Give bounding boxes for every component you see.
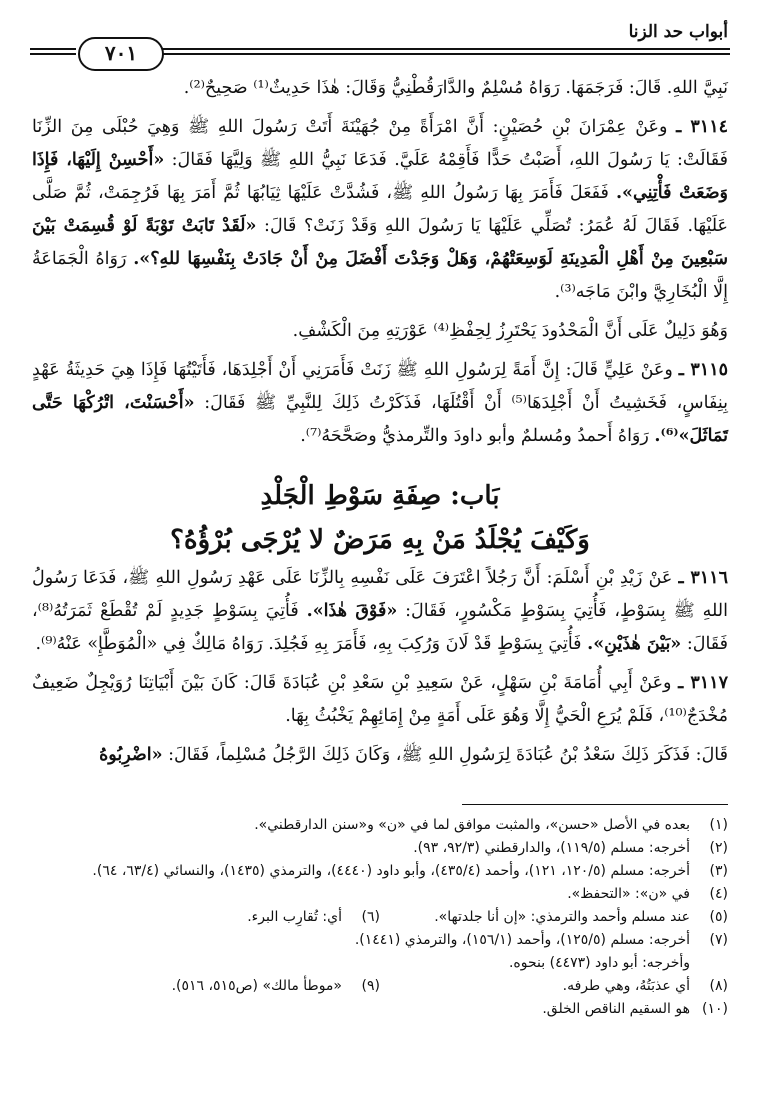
footnote [32, 975, 380, 998]
text: وعَنْ عِمْرَانَ بْنِ حُصَيْنٍ: أَنَّ امْرَأَةً مِنْ جُهَيْنَةَ أَتَتْ رَسُولَ اللهِ ﷺ وَهِيَ حُبْلَى مِنَ الزِّنَا فَقَالَتْ: يَا رَسُولَ اللهِ، أَصَبْتُ حَدًّا فَأَقِمْهُ عَلَيَّ. فَدَعَا نَبِيُّ اللهِ ﷺ وَلِيَّهَا فَقَالَ: [32, 117, 728, 170]
footnote-number: (٣) [709, 863, 728, 879]
paragraph [32, 739, 728, 772]
footnote-number: (٧) [709, 932, 728, 948]
running-head: أبواب حد الزنا [628, 22, 728, 42]
footnote-number: (١٠) [702, 1001, 728, 1017]
footnote-text: بعده في الأصل «حسن»، والمثبت موافق لما في «ن» و«سنن الدارقطني». [254, 817, 690, 833]
footnote-separator [462, 804, 728, 805]
footnote-text: أي عذبَتُهُ، وهي طرفه. [562, 978, 690, 994]
footnote [32, 952, 728, 975]
footnote [380, 975, 728, 998]
footnote [32, 998, 728, 1021]
text: قَالَ: فَذَكَرَ ذَلِكَ سَعْدُ بْنُ عُبَادَةَ لِرَسُولِ اللهِ ﷺ، وَكَانَ ذَلِكَ الرَّجُلُ مُسْلِماً، فَقَالَ: [168, 745, 728, 765]
text: فَأُتِيَ بِسَوْطٍ جَدِيدٍ لَمْ تُقْطَعْ ثَمَرَتُهُ⁽⁸⁾، فَقَالَ: [32, 601, 728, 654]
footnote-number: (٤) [709, 886, 728, 902]
footnote-number: (٥) [709, 909, 728, 925]
text: وعَنْ أَبِي أُمَامَةَ بْنِ سَهْلٍ، عَنْ سَعِيدِ بْنِ سَعْدِ بْنِ عُبَادَةَ قَالَ: كَانَ بَيْنَ أَبْيَاتِنَا رُوَيْجِلٌ ضَعِيفٌ مُخْدَجٌ⁽¹⁰⁾، فَلَمْ يُرَعِ الْحَيُّ إِلَّا وَهُوَ عَلَى أَمَةٍ مِنْ إِمَائِهِمْ يَخْبُثُ بِهَا. [32, 673, 728, 726]
prophetic-quote: «لَقَدْ تَابَتْ تَوْبَةً لَوْ قُسِمَتْ بَيْنَ سَبْعِينَ مِنْ أَهْلِ الْمَدِينَةِ لَوَسِعَتْهُمْ، وَهَلْ وَجَدْتَ أَفْضَلَ مِنْ أَنْ جَادَتْ بِنَفْسِهَا للهِ؟». [32, 216, 728, 269]
text: عَنْ زَيْدِ بْنِ أَسْلَمَ: أَنَّ رَجُلاً اعْتَرَفَ عَلَى نَفْسِهِ بِالزِّنَا عَلَى عَهْدِ رَسُولِ اللهِ ﷺ، فَدَعَا رَسُولُ اللهِ ﷺ بِسَوْطٍ، فَأُتِيَ بِسَوْطٍ مَكْسُورٍ، فَقَالَ: [32, 568, 728, 621]
prophetic-quote: «اضْرِبُوهُ [99, 745, 163, 765]
header-rule [162, 53, 730, 55]
chapter-title: بَاب: صِفَةِ سَوْطِ الْجَلْدِ [260, 481, 500, 511]
footnote [32, 814, 728, 837]
footnotes [32, 814, 728, 1021]
footnote [32, 883, 728, 906]
footnote [32, 929, 728, 952]
hadith-3117 [32, 667, 728, 733]
hadith-3114 [32, 111, 728, 309]
main-text-continued [32, 562, 728, 778]
footnote-text: هو السقيم الناقص الخلق. [542, 1001, 690, 1017]
footnote-number: (٩) [361, 978, 380, 994]
header-rule [162, 48, 730, 50]
footnote-number: (٢) [709, 840, 728, 856]
hadith-3116 [32, 562, 728, 661]
footnote-text: وأخرجه: أبو داود (٤٤٧٣) بنحوه. [508, 955, 690, 971]
footnote-row [32, 906, 728, 929]
main-text [32, 72, 728, 459]
footnote [32, 906, 380, 929]
footnote-text: في «ن»: «التحفظ». [567, 886, 690, 902]
paragraph [32, 72, 728, 105]
footnote-text: أخرجه: مسلم (١٢٥/٥)، وأحمد (١٥٦/١)، والترمذي (١٤٤١). [354, 932, 690, 948]
prophetic-quote: «أَحْسِنْ إِلَيْهَا، فَإِذَا وَضَعَتْ فَأْتِنِي». [32, 150, 728, 203]
hadith-number: ٣١١٤ ـ [676, 117, 728, 137]
text: وعَنْ عَلِيٍّ قَالَ: إِنَّ أَمَةً لِرَسُولِ اللهِ ﷺ زَنَتْ فَأَمَرَنِي أَنْ أَجْلِدَهَا، فَأَتَيْتُهَا فَإِذَا هِيَ حَدِيثَةُ عَهْدٍ بِنِفَاسٍ، فَخَشِيتُ أَنْ أَجْلِدَهَا⁽⁵⁾ أَنْ أَقْتُلَهَا، فَذَكَرْتُ ذَلِكَ لِلنَّبِيِّ ﷺ فَقَالَ: [32, 360, 728, 413]
footnote-number: (٨) [709, 978, 728, 994]
hadith-number: ٣١١٧ ـ [678, 673, 728, 693]
header-rule-left [30, 53, 76, 55]
page-header [30, 22, 730, 78]
footnote-text: «موطأ مالك» (ص٥١٥، ٥١٦). [171, 978, 342, 994]
footnote-text: أي: تُقارِب البرء. [247, 909, 342, 925]
prophetic-quote: «بَيْنَ هٰذَيْنِ». [587, 634, 682, 654]
hadith-3115 [32, 354, 728, 453]
text: فَفَعَلَ فَأَمَرَ بِهَا رَسُولُ اللهِ ﷺ، فَشُدَّتْ عَلَيْهَا ثِيَابُهَا ثُمَّ أَمَرَ بِهَا فَرُجِمَتْ، ثُمَّ صَلَّى عَلَيْهَا. فَقَالَ لَهُ عُمَرُ: تُصَلِّي عَلَيْهَا يَا رَسُولَ اللهِ وَقَدْ زَنَتْ؟ قَالَ: [32, 183, 728, 236]
text: وَهُوَ دَلِيلٌ عَلَى أَنَّ الْمَحْدُودَ يَحْتَرِزُ لِحِفْظِ⁽⁴⁾ عَوْرَتِهِ مِنَ الْكَشْفِ. [292, 321, 728, 341]
text: رَوَاهُ الْجَمَاعَةُ إِلَّا الْبُخَارِيَّ وابْنَ مَاجَه⁽³⁾. [32, 249, 728, 302]
footnote [32, 837, 728, 860]
header-rule-left [30, 48, 76, 50]
prophetic-quote: «أَحْسَنْتَ، اتْرُكْهَا حَتَّى تَمَاثَلَ»⁽⁶⁾. [32, 393, 728, 446]
prophetic-quote: «فَوْقَ هٰذَا». [306, 601, 398, 621]
footnote-number: (١) [709, 817, 728, 833]
footnote-text: عند مسلم وأحمد والترمذي: «إن أنا جلدتها». [434, 909, 690, 925]
footnote-number: (٦) [361, 909, 380, 925]
text: فَأُتِيَ بِسَوْطٍ قَدْ لَانَ وَرُكِبَ بِهِ، فَأَمَرَ بِهِ فَجُلِدَ. رَوَاهُ مَالِكٌ فِي «الْمُوَطَّإِ» عَنْهُ⁽⁹⁾. [35, 634, 582, 654]
paragraph [32, 315, 728, 348]
hadith-number: ٣١١٥ ـ [678, 360, 728, 380]
footnote-text: أخرجه: مسلم (١١٩/٥)، والدارقطني (٩٢/٣، ٩٣). [413, 840, 690, 856]
footnote [380, 906, 728, 929]
hadith-number: ٣١١٦ ـ [678, 568, 728, 588]
text: رَوَاهُ أَحمدُ ومُسلمٌ وأبو داودَ والتِّرمذيُّ وصَحَّحَهُ⁽⁷⁾. [300, 426, 649, 446]
footnote-text: أخرجه: مسلم (١٢٠/٥، ١٢١)، وأحمد (٤٣٥/٤)، وأبو داود (٤٤٤٠)، والترمذي (١٤٣٥)، والنسائي (٦٣/٤، ٦٤). [92, 863, 690, 879]
text: نَبِيَّ اللهِ. قَالَ: فَرَجَمَهَا. رَوَاهُ مُسْلِمٌ والدَّارَقُطْنِيُّ وَقَالَ: هٰذَا حَدِيثٌ⁽¹⁾ صَحِيحٌ⁽²⁾. [183, 78, 728, 98]
footnote [32, 860, 728, 883]
footnote-row [32, 975, 728, 998]
chapter-subtitle: وَكَيْفَ يُجْلَدُ مَنْ بِهِ مَرَضٌ لا يُرْجَى بُرْؤُهُ؟ [170, 525, 590, 555]
chapter-heading [32, 474, 728, 562]
page-number: ٧٠١ [78, 37, 164, 71]
